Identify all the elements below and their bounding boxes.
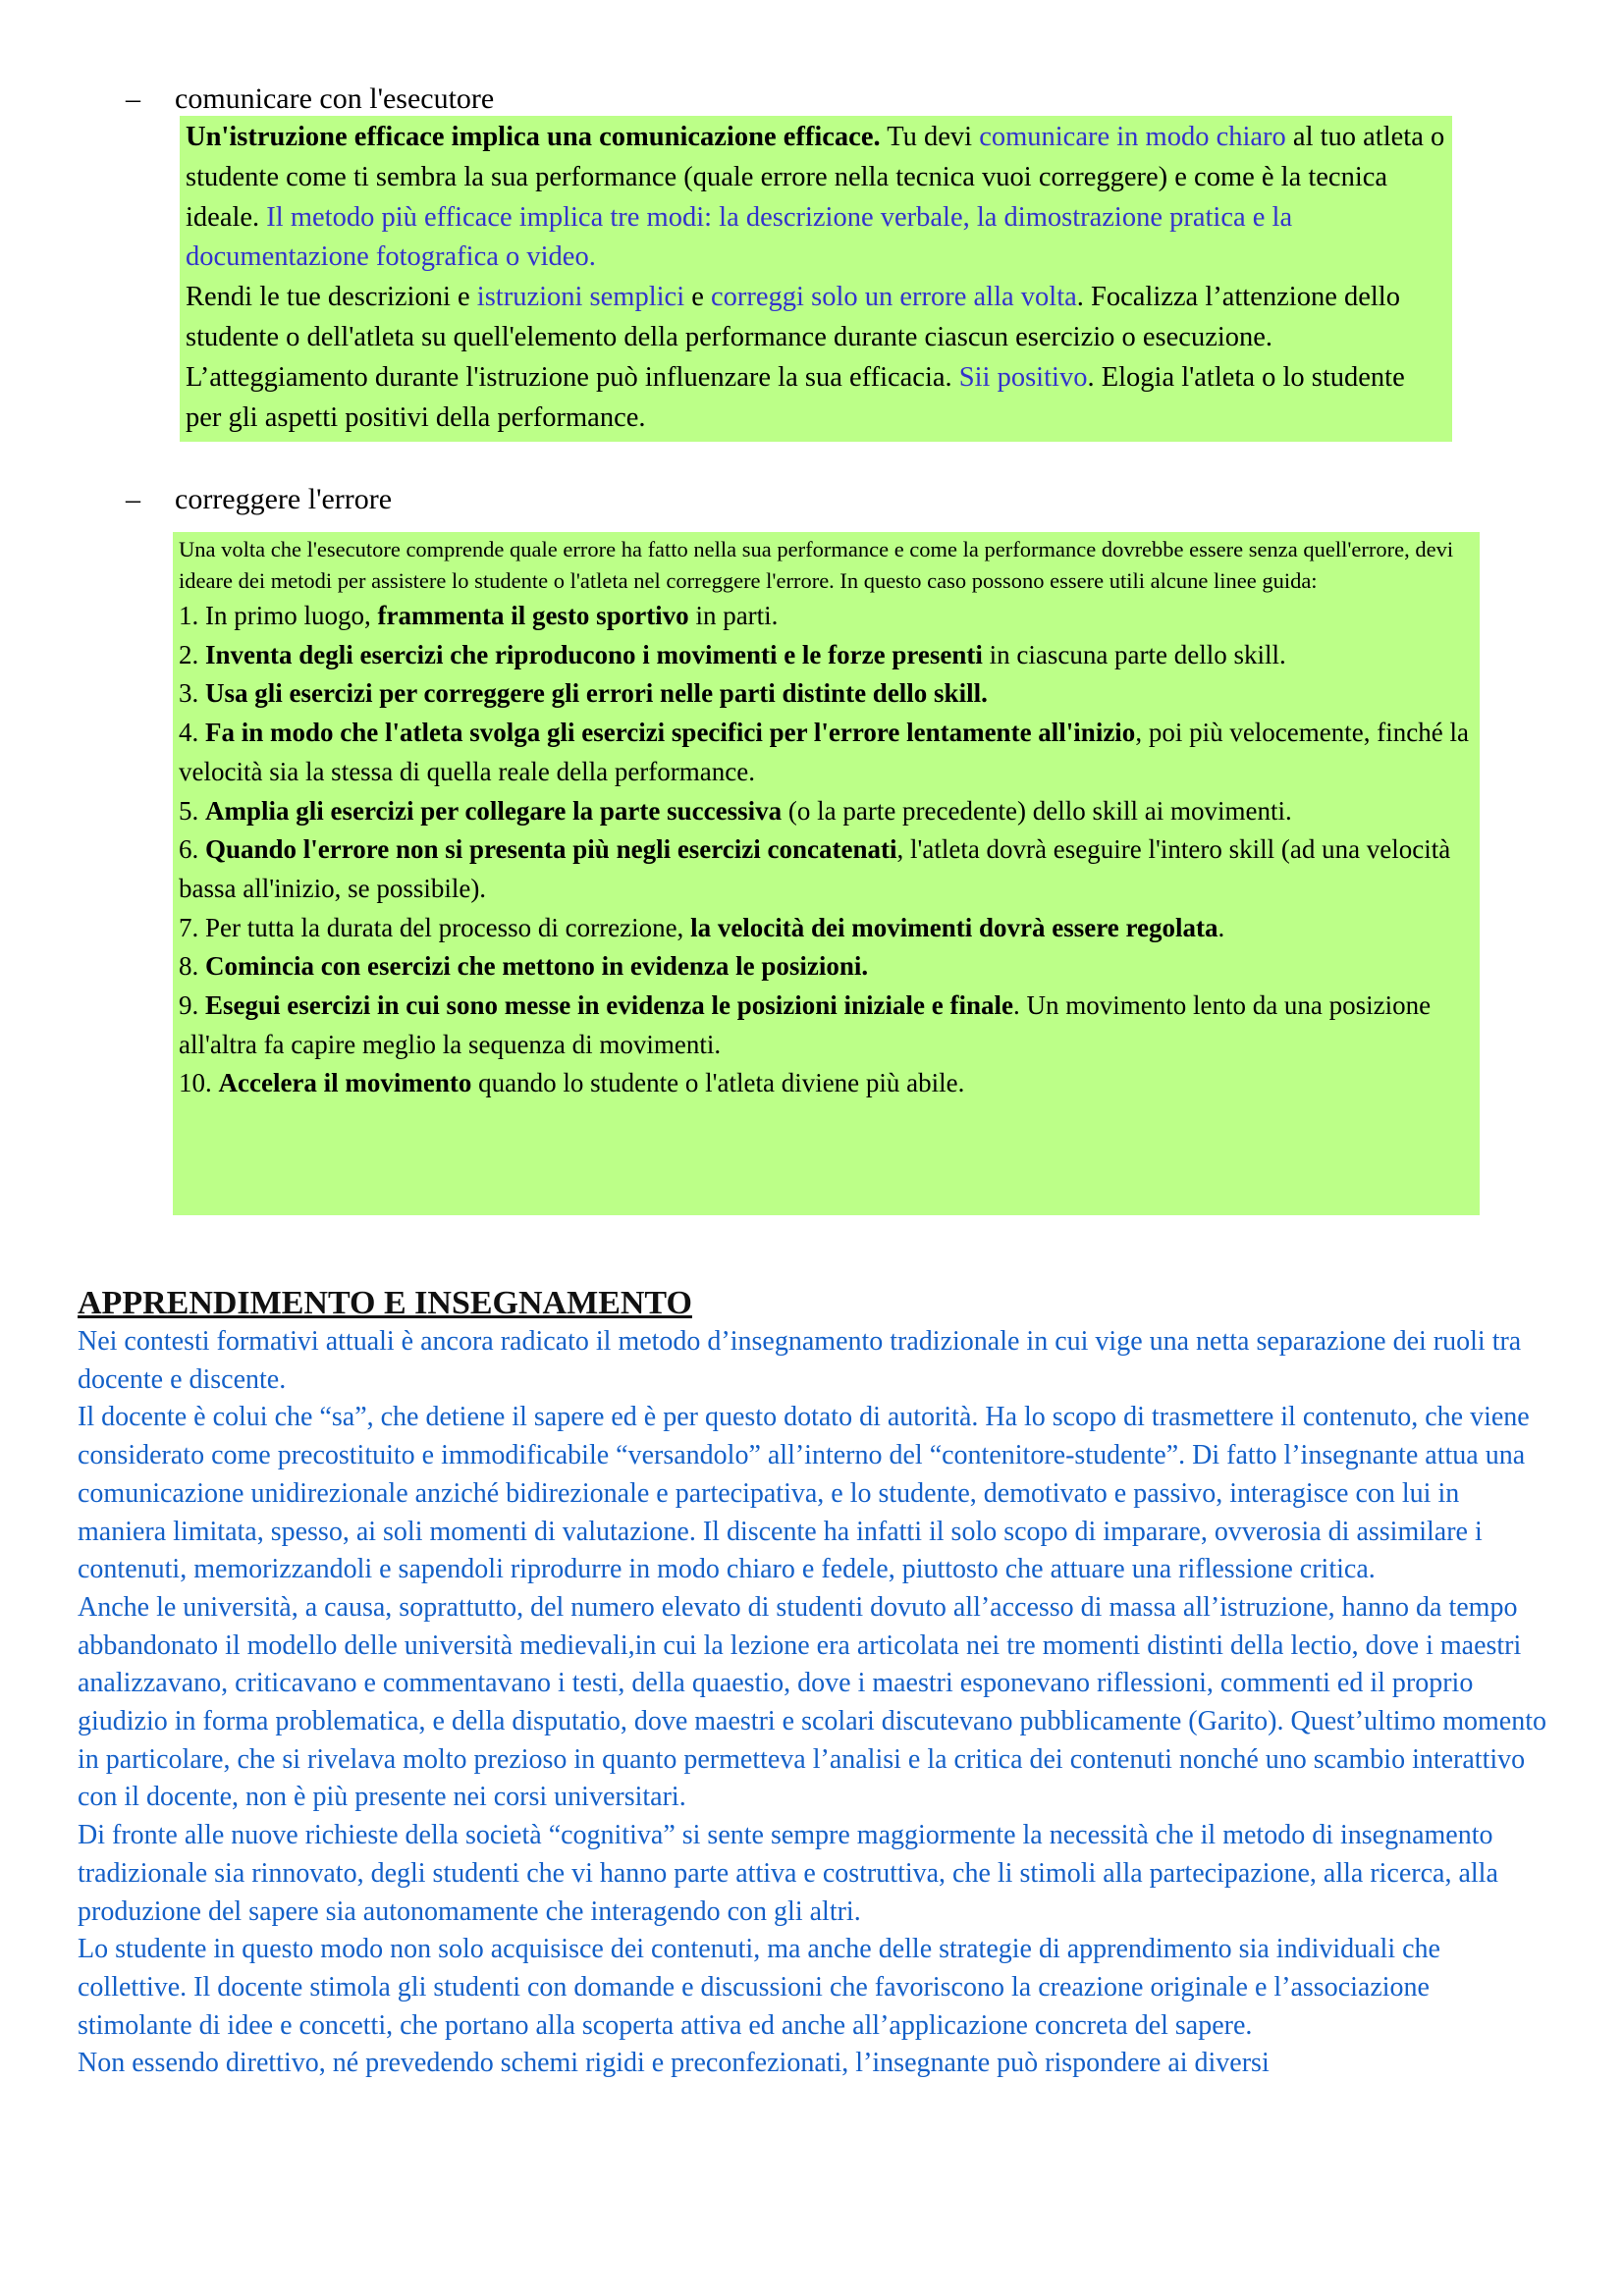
box2-intro: Una volta che l'esecutore comprende quale errore ha fatto nella sua performance e come la performance dovrebbe essere senza quell'errore, devi ideare dei metodi per assistere lo studente o l'atleta nel correggere l'errore. In questo caso possono essere utili alcune linee guida:: [179, 537, 1454, 593]
blue-text: comunicare in modo chiaro: [979, 122, 1286, 152]
list-item: 10. Accelera il movimento quando lo studente o l'atleta diviene più abile.: [179, 1068, 965, 1098]
section-apprendimento: [78, 1284, 1550, 2083]
highlight-box-error-correction: [173, 532, 1480, 1215]
text: . Elogia l'atleta o lo studente per gli aspetti positivi della performance.: [186, 361, 1405, 433]
paragraph: Nei contesti formativi attuali è ancora radicato il metodo d’insegnamento tradizionale in cui vige una netta separazione dei ruoli tra docente e discente.: [78, 1326, 1522, 1395]
blue-text: Sii positivo: [958, 361, 1088, 393]
highlight-box-communication: [180, 116, 1452, 442]
list-item: 5. Amplia gli esercizi per collegare la parte successiva (o la parte precedente) dello skill ai movimenti.: [179, 795, 1292, 826]
list-item: 6. Quando l'errore non si presenta più negli esercizi concatenati, l'atleta dovrà eseguire l'intero skill (ad una velocità bassa all'inizio, se possibile).: [179, 834, 1451, 903]
paragraph: Il docente è colui che “sa”, che detiene il sapere ed è per questo dotato di autorità. Ha lo scopo di trasmettere il contenuto, che viene considerato come precostituito e immodificabile “versandolo” all’interno del “contenitore-studente”. Di fatto l’insegnante attua una comunicazione unidirezionale anziché bidirezionale e partecipativa, e lo studente, demotivato e passivo, interagisce con lui in maniera limitata, spesso, ai soli momenti di valutazione. Il discente ha infatti il solo scopo di imparare, ovverosia di assimilare i contenuti, memorizzandoli e sapendoli riprodurre in modo chiaro e fedele, piuttosto che attuare una riflessione critica.: [78, 1402, 1530, 1585]
paragraph: Anche le università, a causa, soprattutto, del numero elevato di studenti dovuto all’accesso di massa all’istruzione, hanno da tempo abbandonato il modello delle università medievali,in cui la lezione era articolata nei tre momenti distinti della lectio, dove i maestri analizzavano, criticavano e commentavano i testi, della quaestio, dove i maestri esponevano riflessioni, commenti ed il proprio giudizio in forma problematica, e della disputatio, dove maestri e scolari discutevano pubblicamente (Garito). Quest’ultimo momento in particolare, che si rivelava molto prezioso in quanto permetteva l’analisi e la critica dei contenuti nonché uno scambio interattivo con il docente, non è più presente nei corsi universitari.: [78, 1591, 1547, 1813]
text: . Focalizza l’attenzione dello studente o dell'atleta su quell'elemento della performance durante ciascun esercizio o esecuzione. L’atteggiamento durante l'istruzione può influenzare la sua efficacia.: [186, 282, 1400, 393]
dash-marker: –: [126, 82, 140, 115]
dash-marker: –: [126, 483, 140, 515]
section-body: [78, 1323, 1550, 2083]
bullet-label: comunicare con l'esecutore: [175, 82, 495, 115]
blue-text: istruzioni semplici: [476, 282, 685, 313]
list-item: 2. Inventa degli esercizi che riproducono i movimenti e le forze presenti in ciascuna parte dello skill.: [179, 639, 1286, 669]
bold-text: Un'istruzione efficace implica una comunicazione efficace.: [186, 122, 881, 152]
section-title: APPRENDIMENTO E INSEGNAMENTO: [78, 1285, 692, 1321]
box1-paragraph-2: [186, 278, 1446, 438]
blue-text: correggi solo un errore alla volta: [711, 282, 1077, 313]
bullet-label: correggere l'errore: [175, 483, 393, 515]
box1-paragraph-1: [186, 118, 1446, 278]
blue-text: Il metodo più efficace implica tre modi: la descrizione verbale, la dimostrazione pratica e la documentazione fotografica o video.: [186, 201, 1293, 273]
list-item: 8. Comincia con esercizi che mettono in evidenza le posizioni.: [179, 951, 869, 982]
list-item: 4. Fa in modo che l'atleta svolga gli esercizi specifici per l'errore lentamente all'inizio, poi più velocemente, finché la velocità sia la stessa di quella reale della performance.: [179, 718, 1469, 786]
list-item: 9. Esegui esercizi in cui sono messe in evidenza le posizioni iniziale e finale. Un movimento lento da una posizione all'altra fa capire meglio la sequenza di movimenti.: [179, 990, 1432, 1059]
text: Rendi le tue descrizioni e: [186, 282, 477, 313]
paragraph: Di fronte alle nuove richieste della società “cognitiva” si sente sempre maggiormente la necessità che il metodo di insegnamento tradizionale sia rinnovato, degli studenti che vi hanno parte attiva e costruttiva, che li stimoli alla partecipazione, alla ricerca, alla produzione del sapere sia autonomamente che interagendo con gli altri.: [78, 1820, 1498, 1927]
paragraph: Non essendo direttivo, né prevedendo schemi rigidi e preconfezionati, l’insegnante può rispondere ai diversi: [78, 2048, 1270, 2079]
list-item: 1. In primo luogo, frammenta il gesto sportivo in parti.: [179, 601, 779, 630]
list-item: 7. Per tutta la durata del processo di correzione, la velocità dei movimenti dovrà essere regolata.: [179, 912, 1225, 942]
list-item: 3. Usa gli esercizi per correggere gli errori nelle parti distinte dello skill.: [179, 678, 988, 709]
text: Tu devi: [880, 122, 980, 152]
text: e: [684, 282, 712, 313]
steps-list: [179, 597, 1474, 1103]
paragraph: Lo studente in questo modo non solo acquisisce dei contenuti, ma anche delle strategie di apprendimento sia individuali che collettive. Il docente stimola gli studenti con domande e discussioni che favoriscono la creazione originale e l’associazione stimolante di idee e concetti, che portano alla scoperta attiva ed anche all’applicazione concreta del sapere.: [78, 1934, 1440, 2041]
text: al tuo atleta o studente come ti sembra la sua performance (quale errore nella tecnica vuoi correggere) e come è la tecnica ideale.: [186, 122, 1445, 233]
